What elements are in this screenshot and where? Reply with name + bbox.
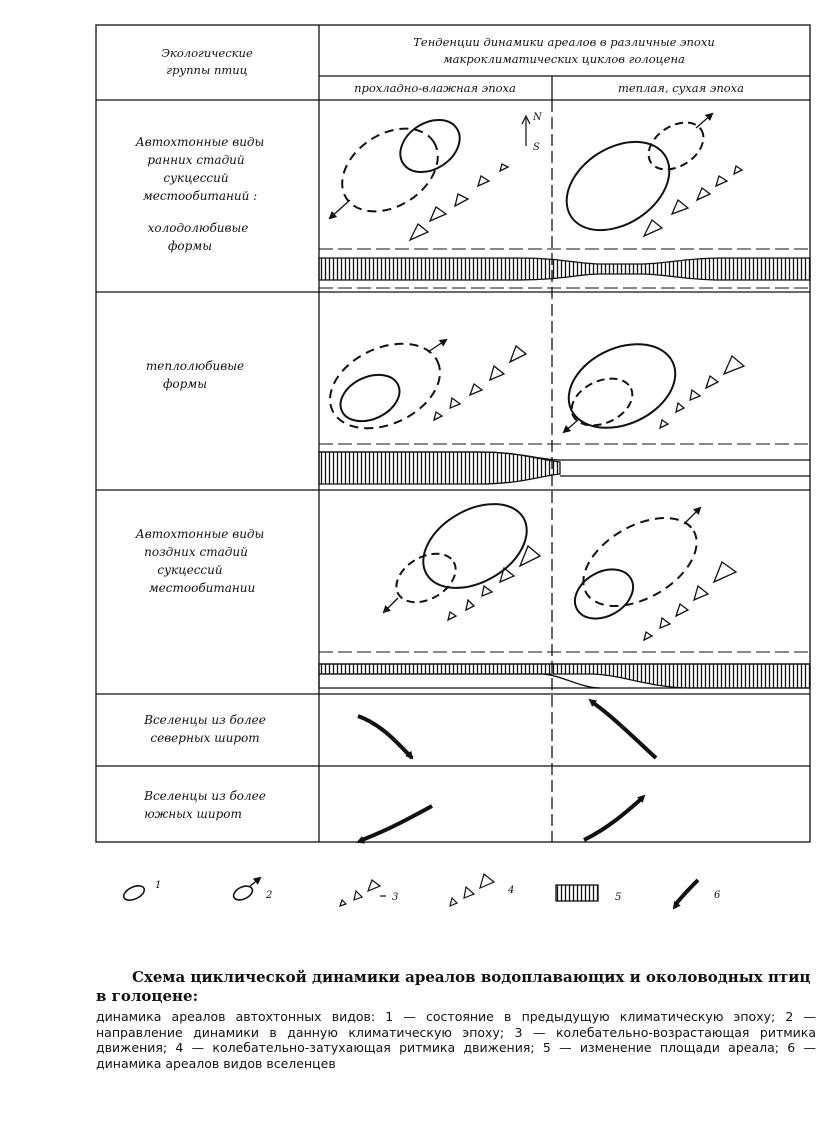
row-label-late — [135, 527, 265, 595]
row-label-south — [143, 789, 266, 821]
row5-line1: Вселенцы из более — [144, 789, 266, 803]
row2-line2: формы — [162, 377, 208, 391]
header-col1 — [161, 46, 253, 77]
row4-line2: северных широт — [150, 731, 260, 745]
legend-item-4 — [450, 874, 494, 906]
row3-cold-diagram — [384, 487, 541, 612]
row5-line2: южных широт — [144, 807, 242, 821]
row4-north-arrows — [358, 700, 656, 758]
legend-number-2: 2 — [266, 890, 273, 901]
row2-cold-diagram — [316, 327, 453, 445]
row3-line2: поздних стадий — [144, 545, 248, 559]
caption-body: динамика ареалов автохтонных видов: 1 — состояние в предыдущую климатическую эпоху; 2 — направление динамики в данную климатическую эпоху; 3 — колебательно-возрастающая ритмика движения; 4 — колебательно-затухающая ритмика движения; 5 — изменение площади ареала; 6 — динамика ареалов видов вселенцев — [96, 1009, 816, 1071]
row1-line6: холодолюбивые — [147, 221, 249, 235]
row3-warm-triangles — [644, 562, 736, 640]
curved-arrow-warm — [592, 702, 656, 758]
legend — [121, 874, 698, 908]
compass-n: N — [533, 112, 542, 123]
solid-ellipse — [550, 124, 685, 249]
direction-arrow — [330, 200, 350, 218]
row1-line1: Автохтонные виды — [135, 135, 265, 149]
direction-arrow — [684, 508, 700, 524]
legend-item-2 — [231, 878, 260, 903]
row3-line4: местообитании — [148, 581, 256, 595]
legend-item-6 — [674, 880, 698, 908]
direction-arrow — [384, 598, 398, 612]
direction-arrow — [696, 114, 712, 128]
solid-ellipse — [333, 366, 407, 430]
row1-line3: сукцессий — [163, 171, 229, 185]
row1-warm-diagram — [550, 113, 712, 248]
compass-s: S — [533, 142, 540, 153]
solid-ellipse — [391, 109, 470, 182]
row3-line1: Автохтонные виды — [135, 527, 265, 541]
row3-area-band — [319, 652, 810, 688]
row-label-north — [143, 713, 266, 745]
legend-item-5 — [556, 885, 598, 901]
row3-cold-triangles — [448, 546, 540, 620]
row2-area-band — [319, 444, 810, 484]
row1-line7: формы — [167, 239, 213, 253]
legend-number-6: 6 — [714, 890, 721, 901]
curved-arrow-cold — [358, 716, 412, 758]
row1-line2: ранних стадий — [147, 153, 245, 167]
curved-arrow-warm — [584, 800, 640, 840]
header-col1-line1: Экологические — [161, 46, 253, 60]
row-label-warm — [146, 359, 244, 391]
dashed-ellipse — [316, 327, 453, 445]
row3-line3: сукцессий — [157, 563, 223, 577]
solid-ellipse — [409, 487, 542, 605]
direction-arrow — [564, 420, 578, 432]
header-col2-line2: макроклиматических циклов голоцена — [443, 52, 685, 66]
row1-cold-triangles — [410, 164, 508, 240]
direction-arrow — [428, 340, 446, 352]
epoch-warm-label: теплая, сухая эпоха — [617, 81, 745, 95]
row5-south-arrows — [358, 796, 644, 842]
legend-number-4: 4 — [508, 885, 515, 896]
header-col2 — [413, 35, 714, 66]
legend-item-1 — [121, 883, 146, 903]
row-label-early — [135, 135, 265, 253]
row3-warm-diagram — [566, 500, 712, 629]
compass-icon — [522, 112, 543, 153]
epoch-cold-label: прохладно-влажная эпоха — [354, 81, 516, 95]
solid-ellipse — [566, 559, 642, 628]
legend-item-3 — [340, 880, 386, 906]
curved-arrow-cold — [362, 806, 432, 840]
solid-ellipse — [555, 328, 689, 444]
legend-number-1: 1 — [155, 880, 162, 891]
legend-number-3: 3 — [392, 892, 399, 903]
row2-warm-diagram — [555, 328, 689, 444]
row1-line4: местообитаний : — [142, 189, 258, 203]
caption-title: Схема циклической динамики ареалов водоплавающих и околоводных птиц в голоцене: — [96, 968, 811, 1005]
dashed-ellipse — [388, 544, 464, 612]
legend-number-5: 5 — [615, 892, 622, 903]
header-col2-line1: Тенденции динамики ареалов в различные эпохи — [413, 35, 715, 49]
row1-cold-diagram — [327, 109, 470, 228]
row2-line1: теплолюбивые — [145, 359, 245, 373]
row1-area-band — [319, 249, 810, 288]
row2-cold-triangles — [434, 346, 526, 420]
header-col1-line2: группы птиц — [166, 63, 248, 77]
row4-line1: Вселенцы из более — [144, 713, 266, 727]
row2-warm-triangles — [660, 356, 744, 428]
